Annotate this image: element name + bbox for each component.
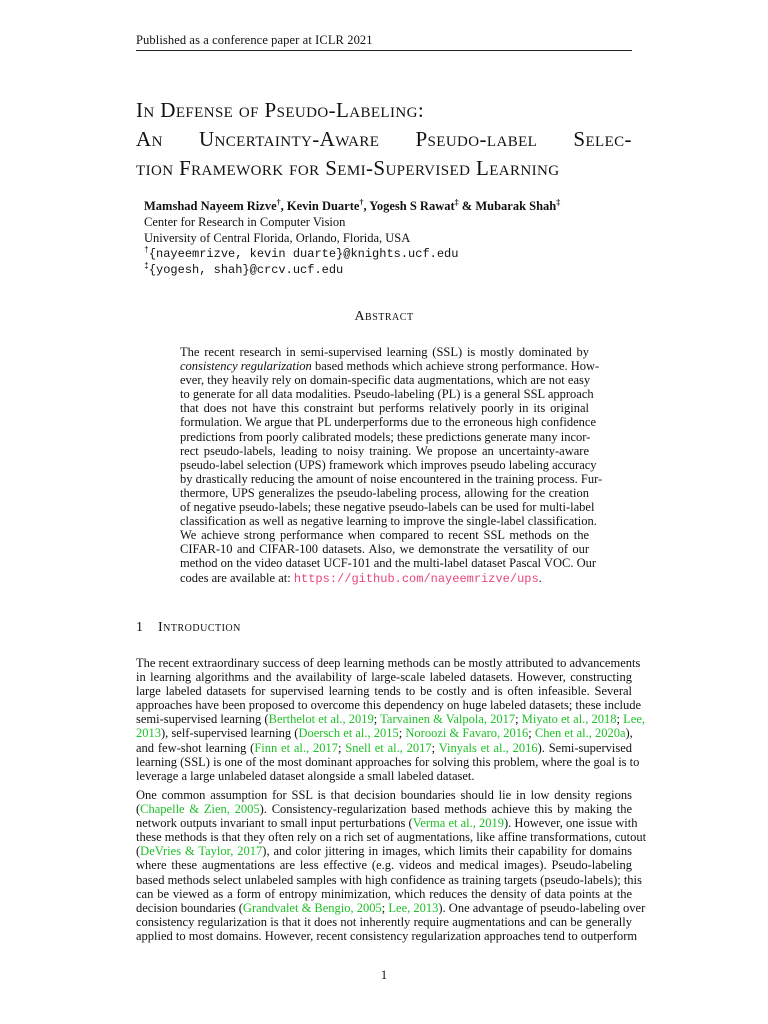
abstract-line: of negative pseudo-labels; these negative pseudo-labels can be used for multi-label (180, 500, 595, 515)
footnote-mark: ‡ (556, 197, 561, 207)
code-url-link[interactable]: https://github.com/nayeemrizve/ups (293, 571, 539, 586)
abstract-line: consistency regularization based methods which achieve strong performance. How- (180, 359, 600, 374)
abstract-line: by drastically reducing the amount of noise encountered in the training process. Fur- (180, 471, 603, 486)
abstract-line: pseudo-label selection (UPS) framework which improves pseudo labeling accuracy (180, 457, 597, 472)
abstract-line: method on the video dataset UCF-101 and the multi-label dataset Pascal VOC. Our (180, 556, 597, 571)
citation-link[interactable]: Chapelle & Zien, 2005 (140, 802, 260, 817)
email-line-2: ‡{yogesh, shah}@crcv.ucf.edu (144, 262, 344, 277)
citation-link[interactable]: Lee, (623, 712, 646, 727)
citation-link[interactable]: Tarvainen & Valpola, 2017 (380, 712, 516, 727)
header-rule (136, 50, 632, 51)
running-header: Published as a conference paper at ICLR 2021 (136, 33, 373, 47)
citation-link[interactable]: Verma et al., 2019 (412, 816, 504, 831)
email-line-1: †{nayeemrizve, kevin duarte}@knights.ucf.edu (144, 246, 459, 261)
abstract-line: formulation. We argue that PL underperforms due to the erroneous high confidence (180, 415, 596, 430)
citation-link[interactable]: Vinyals et al., 2016 (438, 740, 538, 755)
citation-link[interactable]: Miyato et al., 2018 (521, 712, 617, 727)
abstract-heading: Abstract (354, 309, 414, 324)
footnote-mark: † (359, 197, 364, 207)
citation-link[interactable]: Berthelot et al., 2019 (268, 712, 374, 727)
citation-link[interactable]: Snell et al., 2017 (345, 740, 432, 755)
citation-link[interactable]: 2013 (136, 726, 161, 741)
paper-title (136, 96, 656, 183)
citation-link[interactable]: Finn et al., 2017 (254, 740, 338, 755)
text-line: applied to most domains. However, recent consistency regularization approaches tend to outperform (136, 928, 638, 943)
intro-paragraph-2 (136, 788, 647, 943)
citation-link[interactable]: Doersch et al., 2015 (298, 726, 399, 741)
text-line: One common assumption for SSL is that decision boundaries should lie in low density regions (136, 788, 632, 802)
abstract-line: The recent research in semi-supervised learning (SSL) is mostly dominated by (180, 345, 589, 359)
footnote-mark: ‡ (144, 262, 149, 271)
affiliation-line-2: University of Central Florida, Orlando, Florida, USA (144, 231, 411, 245)
citation-link[interactable]: Grandvalet & Bengio, 2005 (242, 900, 382, 915)
footnote-mark: ‡ (454, 197, 459, 207)
title-word: Uncertainty-Aware (198, 127, 380, 151)
text-line: (DeVries & Taylor, 2017), and color jittering in images, which limits their capability for domains (136, 844, 632, 859)
citation-link[interactable]: DeVries & Taylor, 2017 (140, 844, 263, 859)
intro-paragraph-1 (136, 656, 646, 783)
emphasis: consistency regularization (180, 359, 312, 374)
text-line: leverage a large unlabeled dataset alongside a small labeled dataset. (136, 768, 475, 783)
author-names: Mamshad Nayeem Rizve†, Kevin Duarte†, Yogesh S Rawat‡ & Mubarak Shah‡ (144, 197, 561, 213)
text-line: in learning algorithms and the availability of large-scale labeled datasets. However, constructing (136, 670, 632, 685)
abstract-line: that does not have this constraint but performs relatively poorly in its original (180, 401, 589, 416)
text-line: (Chapelle & Zien, 2005). Consistency-regularization based methods achieve this by making the (136, 802, 632, 817)
text-line: can be viewed as a form of entropy minimization, which reduces the density of data points at the (136, 886, 632, 901)
title-line-2 (136, 125, 632, 154)
text-line: based methods select unlabeled samples with high confidence as training targets (pseudo-labels); this (136, 872, 642, 887)
citation-link[interactable]: Noroozi & Favaro, 2016 (405, 726, 529, 741)
text-line: The recent extraordinary success of deep learning methods can be mostly attributed to advancements (136, 656, 641, 670)
abstract-line: classification as well as negative learning to improve the single-label classification. (180, 514, 597, 529)
text-line: decision boundaries (Grandvalet & Bengio, 2005; Lee, 2013). One advantage of pseudo-labeling over (136, 900, 646, 915)
affiliation-line-1: Center for Research in Computer Vision (144, 215, 346, 229)
abstract-line: ever, they heavily rely on domain-specific data augmentations, which are not easy (180, 373, 591, 388)
author-block (144, 198, 560, 278)
footnote-mark: † (276, 197, 281, 207)
abstract-line: rect pseudo-labels, leading to noisy training. We propose an uncertainty-aware (180, 443, 589, 458)
abstract-line: thermore, UPS generalizes the pseudo-labeling process, allowing for the creation (180, 485, 589, 500)
abstract-line: CIFAR-10 and CIFAR-100 datasets. Also, we demonstrate the versatility of our (180, 542, 589, 557)
section-number: 1 (136, 620, 143, 635)
text-line: large labeled datasets for supervised learning tends to be costly and is often infeasible. Several (136, 684, 632, 699)
page-number: 1 (380, 968, 388, 982)
text-line: learning (SSL) is one of the most dominant approaches for solving this problem, where the goal is to (136, 754, 640, 769)
section-title: Introduction (158, 620, 241, 635)
abstract-line: to generate for all data modalities. Pseudo-labeling (PL) is a general SSL approach (180, 387, 594, 402)
title-line-1: In Defense of Pseudo-Labeling: (136, 98, 425, 122)
footnote-mark: † (144, 246, 149, 255)
section-heading-introduction (136, 620, 241, 636)
text-line: semi-supervised learning (Berthelot et al., 2019; Tarvainen & Valpola, 2017; Miyato et al., 2018; Lee, (136, 712, 646, 727)
text-line: network outputs invariant to small input perturbations (Verma et al., 2019). However, one issue with (136, 816, 638, 831)
citation-link[interactable]: Lee, 2013 (388, 900, 439, 915)
text-line: approaches have been proposed to overcome this dependency on huge labeled datasets; these include (136, 698, 642, 713)
title-word: An (136, 127, 163, 151)
title-word: Pseudo-label (415, 127, 538, 151)
text-line: where these augmentations are less effective (e.g. videos and medical images). Pseudo-labeling (136, 858, 632, 873)
abstract-line: We achieve strong performance when compared to recent SSL methods on the (180, 528, 589, 543)
abstract-line: codes are available at: https://github.com/nayeemrizve/ups. (180, 570, 542, 586)
abstract-body (180, 345, 603, 586)
text-line: 2013), self-supervised learning (Doersch et al., 2015; Noroozi & Favaro, 2016; Chen et al., 2020a), (136, 726, 633, 741)
text-line: these methods is that they often rely on a rich set of augmentations, like affine transformations, cutout (136, 830, 647, 845)
title-line-3: tion Framework for Semi-Supervised Learning (136, 156, 560, 180)
title-word: Selec- (573, 127, 632, 151)
citation-link[interactable]: Chen et al., 2020a (534, 726, 626, 741)
abstract-line: predictions from poorly calibrated models; these predictions generate many incor- (180, 429, 591, 444)
text-line: consistency regularization is that it does not inherently require augmentations and can be generally (136, 914, 632, 929)
text-line: and few-shot learning (Finn et al., 2017; Snell et al., 2017; Vinyals et al., 2016). Semi-supervised (136, 740, 633, 755)
